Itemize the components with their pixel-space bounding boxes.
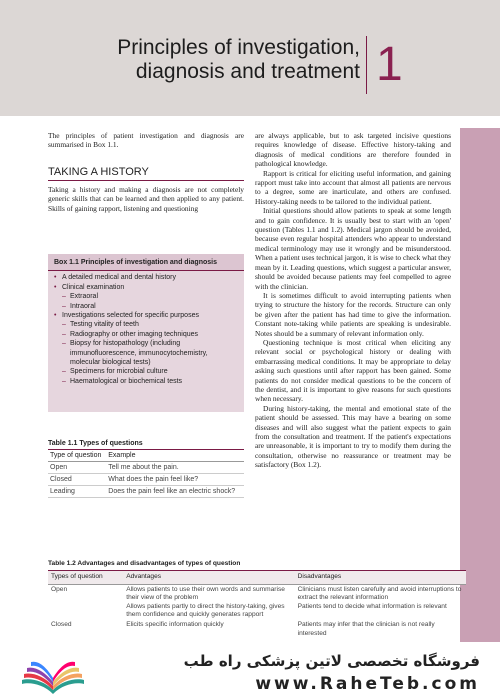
table-row: Leading Does the pain feel like an electric shock? [48,486,244,498]
box-list-item: – Radiography or other imaging techniques [54,330,238,339]
table-row: Open Tell me about the pain. [48,462,244,474]
header-divider [366,36,367,94]
box-list-item: – Testing vitality of teeth [54,320,238,329]
table-title: Table 1.1 Types of questions [48,440,244,450]
store-name: فروشگاه تخصصی لاتین پزشکی راه طب [183,652,480,670]
table-header: Type of question [48,450,106,462]
table-row: Open Allows patients to use their own words and summarise their view of the problem Allows patients partly to direct the history-taking, gives them confidence and quickly generates rapport Clinicians must listen carefully and avoid interruptions to extract the relevant information Patients tend to decide what information is relevant [51,585,462,619]
box-1-1 [48,254,244,412]
table-title: Table 1.2 Advantages and disadvantages of types of question [48,560,466,571]
table-row: Closed Elicits specific information quickly Patients may infer that the clinician is not really interested [51,621,435,637]
table-row: Closed What does the pain feel like? [48,474,244,486]
box-list-item: – Haematological or biochemical tests [54,377,238,386]
chapter-header [0,0,500,116]
table-header: Advantages [123,571,294,584]
box-list-item: – Intraoral [54,302,238,311]
box-list [48,273,244,386]
paragraph: Rapport is critical for eliciting useful information, and gaining rapport must take into account that almost all patients are nervous to a degree, some are inarticulate, and others are confused. History-taking needs to be tailored to the individual patient. [255,168,451,206]
intro-paragraph: The principles of patient investigation and diagnosis are summarised in Box 1.1. [48,131,244,150]
book-logo-icon [18,650,88,694]
store-url[interactable]: www.RaheTeb.com [255,674,480,694]
box-title: Box 1.1 Principles of investigation and diagnosis [48,254,244,271]
chapter-number: 1 [376,38,403,91]
box-list-item: • A detailed medical and dental history [54,273,238,282]
store-banner [0,642,500,700]
chapter-title: Principles of investigation, diagnosis and treatment [117,36,360,83]
box-list-item: • Investigations selected for specific purposes [54,311,238,320]
paragraph: Questioning technique is most critical when eliciting any relevant social or psychological history or dealing with embarrassing medical conditions. It may be appropriate to delay asking such questions until after rapport has been gained. Some patients do not consider medical questions to be the concern of the dentist, and it is important to give reasons for such questions when necessary. [255,337,451,404]
section-body: Taking a history and making a diagnosis are not completely generic skills that can be learned and then applied to any patient. Skills of gaining rapport, listening and questioning [48,185,244,213]
box-list-item: – Specimens for microbial culture [54,367,238,376]
paragraph: Initial questions should allow patients to speak at some length and to gain confidence. It is usually best to start with an 'open' question (Tables 1.1 and 1.2). Medical jargon should be avoided, because even regular hospital attenders who appear to understand medical terminology may use it wrongly and be misunderstood. When a patient uses technical jargon, it is wise to check what they mean by it. Leading questions, which suggest a particular answer, should be avoided because patients may feel compelled to agree with the clinician. [255,206,451,291]
box-list-item: • Clinical examination [54,283,238,292]
page-edge-tab [460,128,500,648]
table-header: Disadvantages [295,571,466,584]
box-list-item: – Extraoral [54,292,238,301]
box-list-item: – Biopsy for histopathology (including immunofluorescence, immunocytochemistry, molecular biological tests) [54,339,238,367]
table-header: Example [106,450,244,462]
right-column [255,131,451,470]
paragraph: During history-taking, the mental and emotional state of the patient should be assessed. This may have a bearing on some diseases and will also suggest what the patient expects to gain from the consultation and treatment. If the patient's expectations are unreasonable, it is important to try to modify them during the consultation, otherwise no reassurance or treatment may be satisfactory (Box 1.2). [255,403,451,470]
paragraph: It is sometimes difficult to avoid interrupting patients when trying to structure the history for the records. Structure can only be given after the patient has had time to give the information. Constant note-taking while patients are speaking is undesirable. Notes should be a summary of relevant information only. [255,290,451,338]
table-1-2 [48,560,466,639]
table-header: Types of question [48,571,123,584]
paragraph: are always applicable, but to ask targeted incisive questions requires knowledge of disease. Effective history-taking and diagnosis of medical conditions are therefore founded in pathological knowledge. [255,131,451,169]
section-heading: TAKING A HISTORY [48,166,244,181]
table-1-1 [48,440,244,498]
